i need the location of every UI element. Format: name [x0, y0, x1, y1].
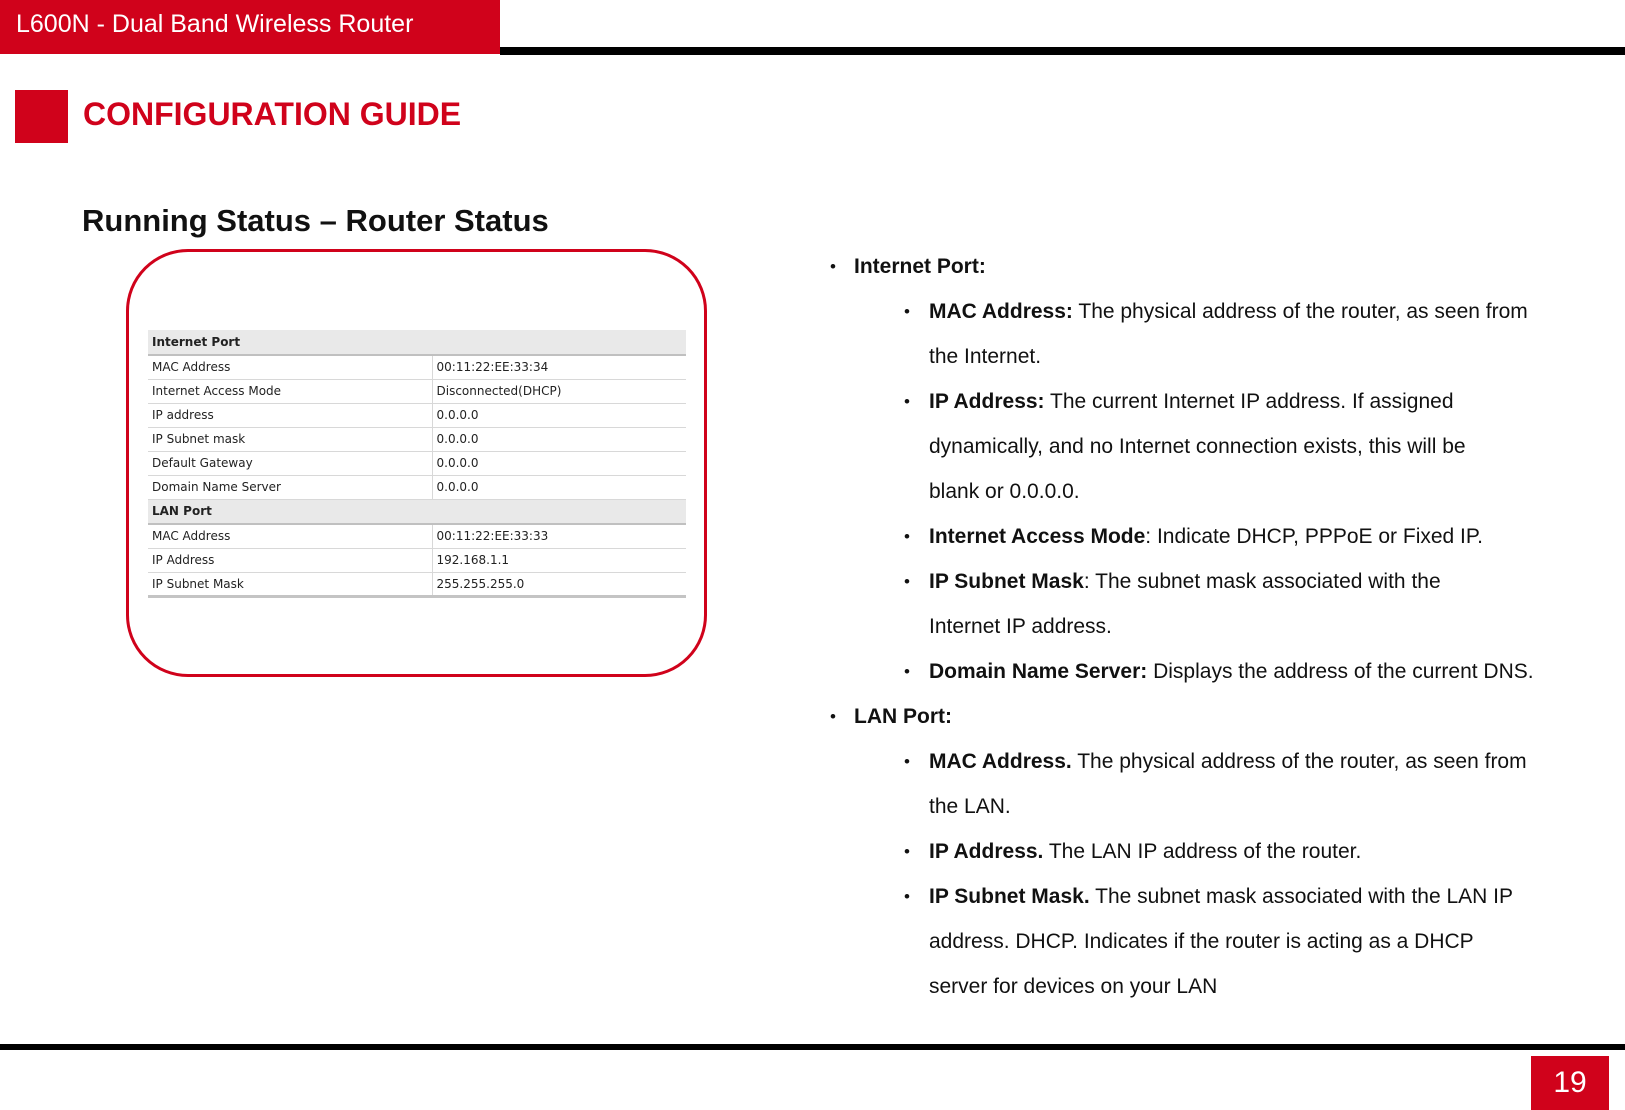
header-rule	[500, 47, 1625, 55]
row-label: IP Subnet mask	[148, 427, 432, 451]
table-row	[148, 451, 686, 475]
bullet-term: MAC Address.	[929, 750, 1072, 773]
product-title-tab	[0, 0, 500, 54]
bullet-text: : The subnet mask associated with the	[1083, 570, 1441, 593]
bullet-text: Displays the address of the current DNS.	[1147, 660, 1534, 683]
row-value: 0.0.0.0	[432, 427, 686, 451]
group-heading: LAN Port	[148, 499, 686, 524]
row-value: 0.0.0.0	[432, 451, 686, 475]
bullet-item	[822, 379, 1582, 424]
bullet-continuation: Internet IP address.	[929, 615, 1112, 638]
bullet-term: MAC Address:	[929, 300, 1073, 323]
bullet-term: IP Address.	[929, 840, 1044, 863]
table-row	[148, 524, 686, 548]
row-label: IP Address	[148, 548, 432, 572]
bullet-item	[822, 829, 1582, 874]
bullet-heading: Internet Port:	[854, 255, 986, 278]
guide-title: CONFIGURATION GUIDE	[83, 96, 462, 132]
description-content	[822, 244, 1582, 1009]
bullet-continuation: address. DHCP. Indicates if the router is acting as a DHCP	[929, 930, 1474, 953]
bullet-text: The physical address of the router, as seen from	[1072, 300, 1528, 323]
row-value: 00:11:22:EE:33:34	[432, 355, 686, 379]
bullet-term: IP Subnet Mask	[929, 570, 1084, 593]
table-group-lan-port	[148, 499, 686, 524]
bullet-text: The physical address of the router, as seen from	[1071, 750, 1527, 773]
row-value: Disconnected(DHCP)	[432, 379, 686, 403]
footer-rule	[0, 1044, 1625, 1050]
table-group-internet-port	[148, 330, 686, 355]
row-label: MAC Address	[148, 355, 432, 379]
bullet-continuation: dynamically, and no Internet connection exists, this will be	[929, 435, 1466, 458]
guide-square-marker	[15, 90, 68, 143]
row-label: Default Gateway	[148, 451, 432, 475]
bullet-continuation: the LAN.	[929, 795, 1011, 818]
table-row	[148, 548, 686, 572]
router-status-table	[148, 330, 686, 598]
bullet-text: : Indicate DHCP, PPPoE or Fixed IP.	[1145, 525, 1484, 548]
table-row	[148, 475, 686, 499]
bullet-text: The subnet mask associated with the LAN IP	[1089, 885, 1514, 908]
bullet-item	[822, 874, 1582, 919]
row-label: IP Subnet Mask	[148, 572, 432, 596]
bullet-item	[822, 514, 1582, 559]
row-value: 192.168.1.1	[432, 548, 686, 572]
row-label: Internet Access Mode	[148, 379, 432, 403]
row-label: MAC Address	[148, 524, 432, 548]
bullet-text: The current Internet IP address. If assigned	[1044, 390, 1454, 413]
row-value: 255.255.255.0	[432, 572, 686, 596]
bullet-term: IP Address:	[929, 390, 1045, 413]
bullet-term: IP Subnet Mask.	[929, 885, 1090, 908]
bullet-continuation: the Internet.	[929, 345, 1042, 368]
bullet-internet-port	[822, 244, 1582, 289]
row-value: 00:11:22:EE:33:33	[432, 524, 686, 548]
product-title: L600N - Dual Band Wireless Router	[16, 10, 414, 38]
bullet-item	[822, 649, 1582, 694]
group-heading: Internet Port	[148, 330, 686, 355]
row-label: Domain Name Server	[148, 475, 432, 499]
bullet-lan-port	[822, 694, 1582, 739]
row-label: IP address	[148, 403, 432, 427]
bullet-continuation: server for devices on your LAN	[929, 975, 1218, 998]
row-value: 0.0.0.0	[432, 475, 686, 499]
bullet-term: Domain Name Server:	[929, 660, 1148, 683]
section-title: Running Status – Router Status	[82, 203, 549, 238]
bullet-term: Internet Access Mode	[929, 525, 1146, 548]
table-row	[148, 379, 686, 403]
bullet-item	[822, 739, 1582, 784]
row-value: 0.0.0.0	[432, 403, 686, 427]
table-row	[148, 403, 686, 427]
table-row	[148, 355, 686, 379]
bullet-item	[822, 559, 1582, 604]
page-number-box	[1531, 1056, 1609, 1110]
table-row	[148, 572, 686, 596]
page-number: 19	[1553, 1066, 1587, 1099]
bullet-continuation: blank or 0.0.0.0.	[929, 480, 1080, 503]
table-row	[148, 427, 686, 451]
bullet-text: The LAN IP address of the router.	[1043, 840, 1362, 863]
bullet-item	[822, 289, 1582, 334]
bullet-heading: LAN Port:	[854, 705, 952, 728]
